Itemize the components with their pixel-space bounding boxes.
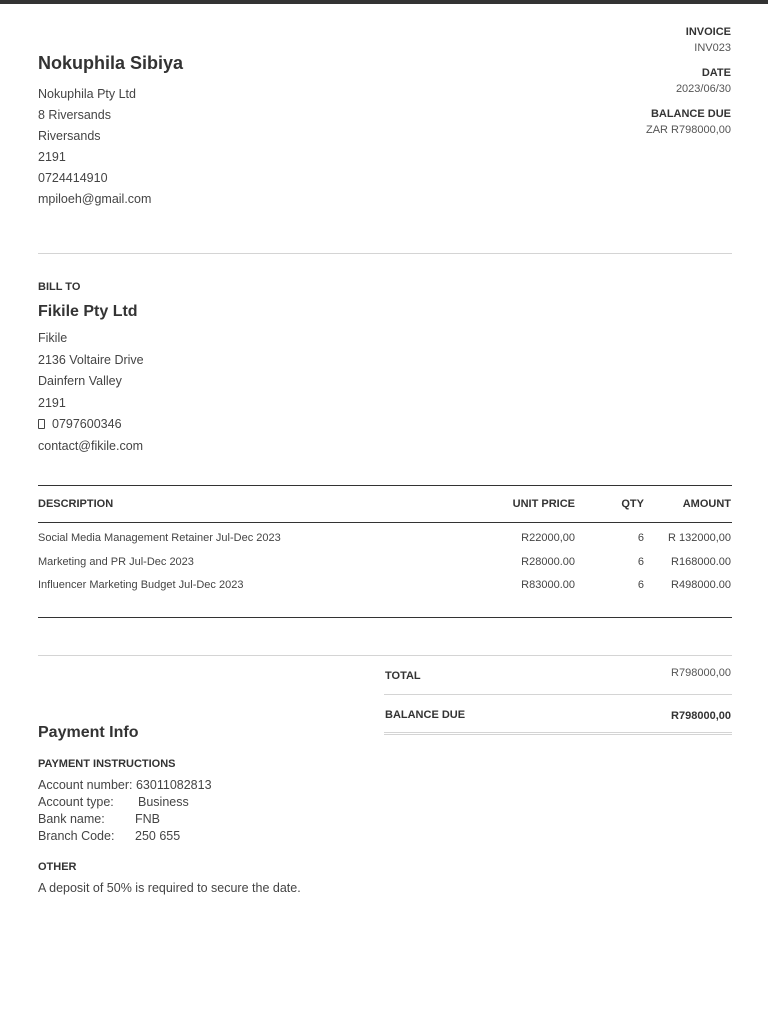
client-contact: Fikile bbox=[38, 331, 68, 345]
client-phone: 0797600346 bbox=[52, 417, 122, 431]
sender-postal: 2191 bbox=[38, 150, 66, 164]
header-divider bbox=[38, 253, 732, 254]
balance-due-value: ZAR R798000,00 bbox=[646, 124, 731, 136]
client-postal: 2191 bbox=[38, 395, 66, 410]
account-number-line bbox=[38, 777, 398, 794]
row-amount: R 132000,00 bbox=[668, 532, 731, 544]
date-label: DATE bbox=[701, 67, 731, 79]
totals-block bbox=[384, 655, 732, 735]
row-qty: 6 bbox=[637, 532, 644, 544]
sender-email[interactable]: mpiloeh@gmail.com bbox=[38, 192, 152, 206]
payment-info bbox=[38, 723, 398, 897]
account-type: Business bbox=[138, 795, 189, 809]
totals-balance-label: BALANCE DUE bbox=[385, 709, 466, 721]
balance-due-label: BALANCE DUE bbox=[650, 108, 731, 120]
totals-left-rule bbox=[38, 655, 384, 656]
account-number: 63011082813 bbox=[135, 778, 212, 792]
items-bottom-rule bbox=[38, 617, 732, 618]
row-qty: 6 bbox=[637, 579, 644, 591]
row-amount: R168000.00 bbox=[671, 555, 731, 568]
header-qty: QTY bbox=[621, 498, 644, 510]
row-amount: R498000.00 bbox=[671, 579, 731, 591]
row-qty: 6 bbox=[637, 555, 644, 568]
phone-icon bbox=[38, 419, 45, 429]
row-description: Marketing and PR Jul-Dec 2023 bbox=[38, 555, 194, 568]
invoice-meta bbox=[471, 24, 731, 147]
payment-info-title: Payment Info bbox=[38, 724, 139, 741]
invoice-label: INVOICE bbox=[685, 26, 731, 38]
account-type-label: Account type: bbox=[38, 795, 114, 809]
items-table bbox=[38, 485, 732, 594]
bill-to-block bbox=[38, 280, 438, 457]
other-label: OTHER bbox=[38, 861, 77, 873]
bill-to-label: BILL TO bbox=[38, 281, 81, 293]
row-unit-price: R83000.00 bbox=[521, 579, 575, 591]
sender-area: Riversands bbox=[38, 129, 101, 143]
bank-name: FNB bbox=[135, 812, 160, 826]
sender-block bbox=[38, 52, 438, 210]
totals-balance-value: R798000,00 bbox=[671, 710, 731, 722]
table-row bbox=[38, 570, 732, 594]
row-unit-price: R22000,00 bbox=[521, 532, 575, 544]
table-row bbox=[38, 523, 732, 547]
sender-company: Nokuphila Pty Ltd bbox=[38, 87, 136, 101]
client-name: Fikile Pty Ltd bbox=[38, 303, 138, 320]
row-description: Social Media Management Retainer Jul-Dec 2023 bbox=[38, 532, 281, 544]
row-unit-price: R28000.00 bbox=[521, 555, 575, 568]
account-type-line bbox=[38, 794, 398, 811]
total-row bbox=[384, 655, 732, 695]
payment-instructions-label: PAYMENT INSTRUCTIONS bbox=[38, 758, 176, 770]
sender-name: Nokuphila Sibiya bbox=[38, 53, 184, 73]
balance-due-row bbox=[384, 695, 732, 735]
client-email[interactable]: contact@fikile.com bbox=[38, 438, 144, 453]
branch-code: 250 655 bbox=[135, 829, 181, 843]
other-note: A deposit of 50% is required to secure the date. bbox=[38, 881, 301, 895]
sender-street: 8 Riversands bbox=[38, 108, 111, 122]
total-label: TOTAL bbox=[385, 670, 421, 682]
table-row bbox=[38, 547, 732, 571]
client-street: 2136 Voltaire Drive bbox=[38, 352, 144, 367]
total-value: R798000,00 bbox=[671, 667, 731, 679]
branch-code-line bbox=[38, 828, 398, 845]
client-area: Dainfern Valley bbox=[38, 374, 122, 388]
header-description: DESCRIPTION bbox=[38, 498, 114, 510]
row-description: Influencer Marketing Budget Jul-Dec 2023 bbox=[38, 579, 244, 591]
sender-phone: 0724414910 bbox=[38, 171, 108, 185]
invoice-date: 2023/06/30 bbox=[675, 83, 731, 95]
items-header bbox=[38, 485, 732, 523]
bank-name-label: Bank name: bbox=[38, 812, 105, 826]
header-amount: AMOUNT bbox=[682, 498, 731, 510]
client-phone-line bbox=[38, 414, 438, 436]
header-unit-price: UNIT PRICE bbox=[512, 498, 575, 510]
invoice-number: INV023 bbox=[694, 42, 731, 54]
branch-code-label: Branch Code: bbox=[38, 829, 115, 843]
account-number-label: Account number: bbox=[38, 778, 133, 792]
top-border bbox=[0, 0, 768, 4]
bank-name-line bbox=[38, 811, 398, 828]
